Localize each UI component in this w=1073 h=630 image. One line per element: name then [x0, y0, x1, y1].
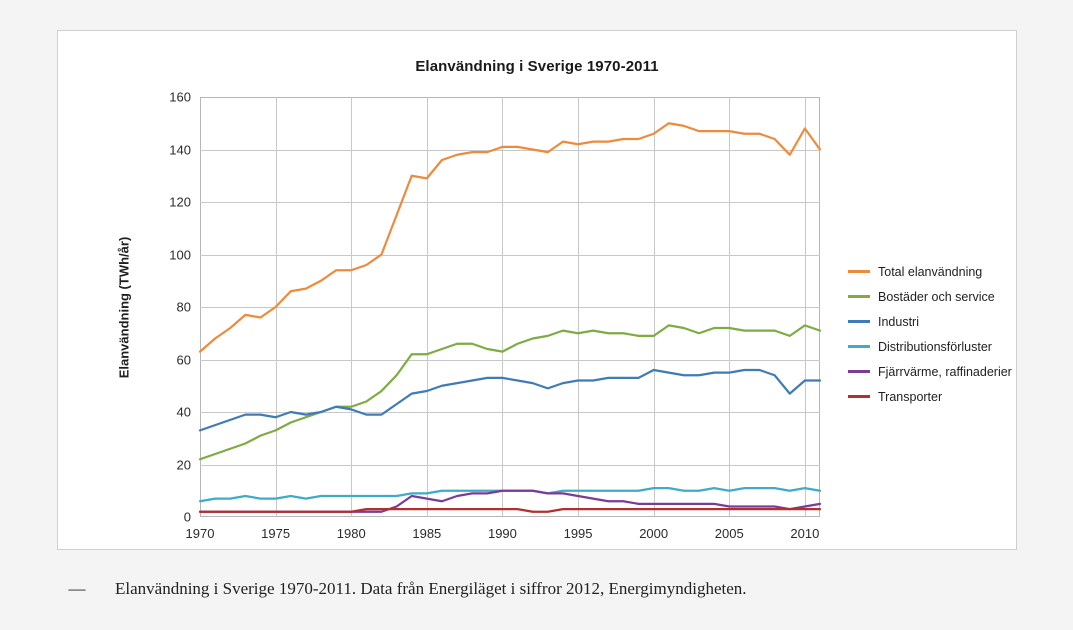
series-layer: [200, 97, 820, 517]
legend-swatch-icon: [848, 270, 870, 273]
caption-dash: —: [68, 579, 86, 598]
y-tick-label: 60: [176, 352, 191, 367]
legend-label: Industri: [878, 314, 919, 329]
figure-caption: [57, 576, 1017, 602]
x-tick-label: 1985: [412, 526, 442, 541]
x-tick-label: 1995: [563, 526, 593, 541]
legend-item: [848, 359, 1013, 384]
series-line: [200, 123, 820, 351]
plot-area: [169, 89, 820, 541]
x-tick-label: 1970: [185, 526, 215, 541]
chart-title: Elanvändning i Sverige 1970-2011: [415, 58, 659, 75]
chart-figure: [57, 30, 1017, 550]
y-tick-label: 0: [183, 509, 191, 525]
caption-text: Elanvändning i Sverige 1970-2011. Data från Energiläget i siffror 2012, Energimyndigheten.: [115, 579, 747, 598]
x-tick-label: 2005: [714, 526, 744, 541]
x-tick-label: 1975: [261, 526, 291, 541]
legend-label: Bostäder och service: [878, 289, 995, 304]
chart-legend: [848, 259, 1013, 409]
y-tick-label: 80: [176, 299, 191, 315]
x-tick-label: 1980: [336, 526, 366, 541]
series-line: [200, 509, 820, 512]
legend-label: Distributionsförluster: [878, 339, 992, 354]
y-tick-label: 40: [176, 404, 191, 420]
legend-item: [848, 284, 1013, 309]
x-tick-label: 2000: [639, 526, 669, 541]
y-tick-label: 100: [169, 247, 191, 262]
legend-item: [848, 259, 1013, 284]
legend-swatch-icon: [848, 370, 870, 373]
x-tick-label: 2010: [790, 526, 820, 541]
legend-swatch-icon: [848, 345, 870, 348]
legend-label: Total elanvändning: [878, 264, 983, 279]
y-tick-label: 20: [176, 457, 191, 472]
y-axis-label: [114, 97, 134, 517]
y-axis-label-text: Elanvändning (TWh/år): [116, 236, 132, 378]
legend-swatch-icon: [848, 295, 870, 298]
legend-item: [848, 309, 1013, 334]
legend-label: Transporter: [878, 389, 943, 404]
x-tick-label: 1990: [487, 526, 517, 541]
legend-swatch-icon: [848, 320, 870, 323]
legend-item: [848, 384, 1013, 409]
y-tick-label: 160: [169, 89, 191, 105]
legend-swatch-icon: [848, 395, 870, 398]
legend-item: [848, 334, 1013, 359]
series-line: [200, 325, 820, 459]
y-tick-label: 120: [169, 194, 191, 210]
y-tick-label: 140: [169, 142, 191, 157]
legend-label: Fjärrvärme, raffinaderier: [878, 364, 1012, 379]
